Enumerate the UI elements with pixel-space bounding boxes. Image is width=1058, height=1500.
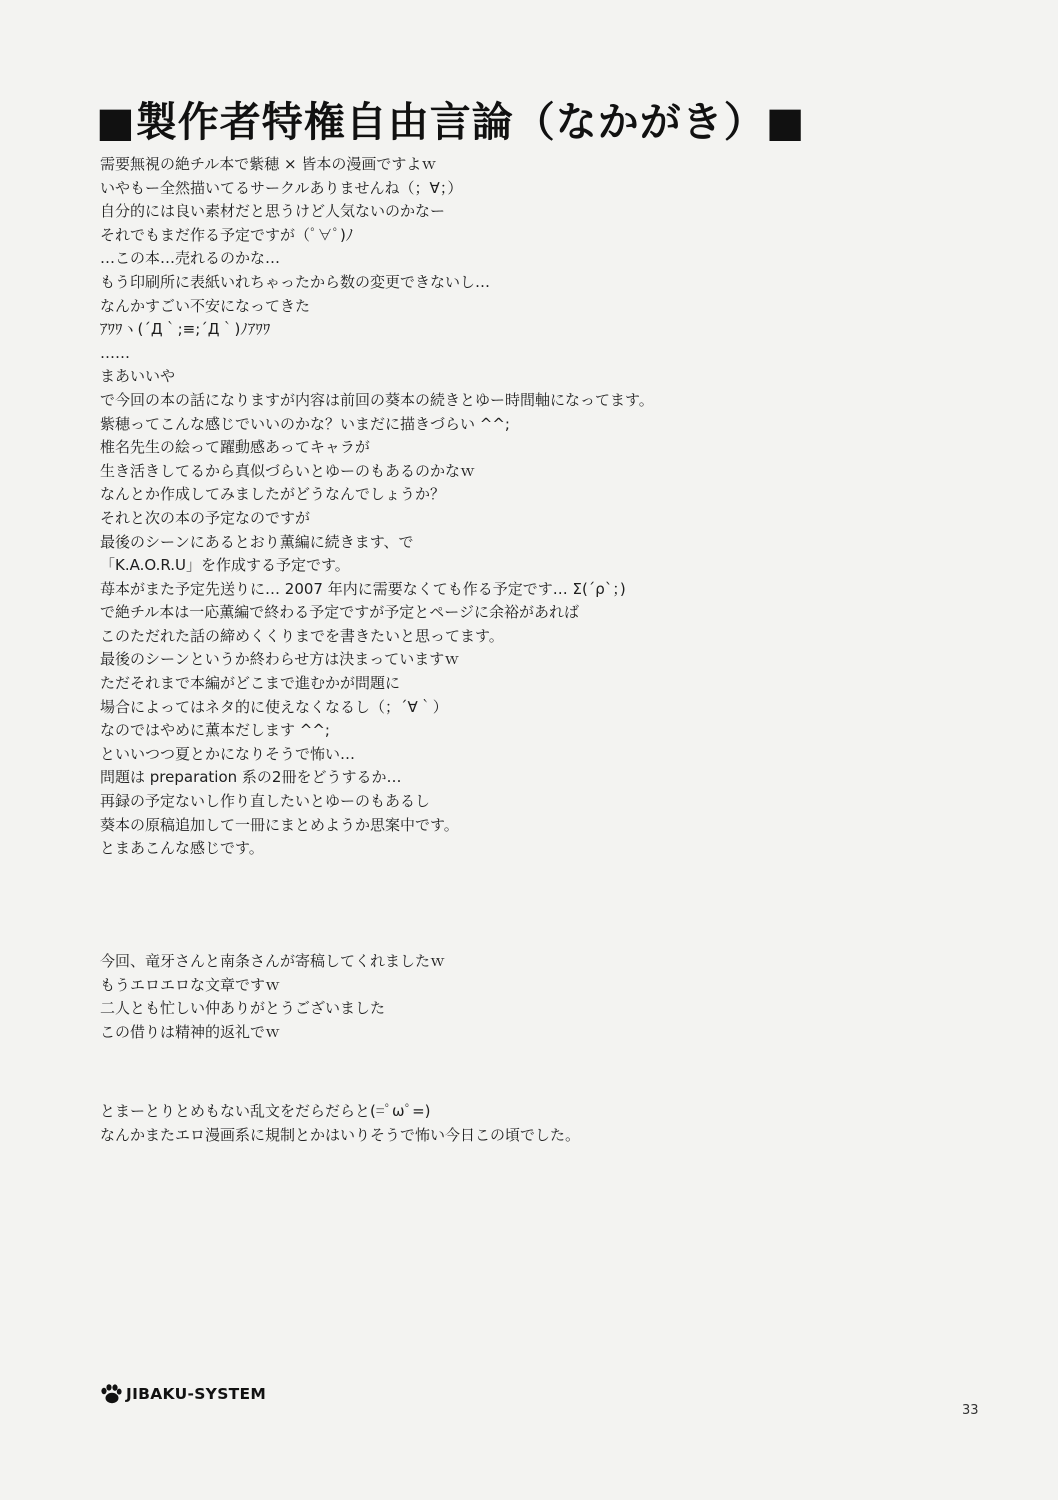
text-line: 苺本がまた予定先送りに… 2007 年内に需要なくても作る予定です… Σ(´ρ`；) [100,579,626,598]
page-title: ■製作者特権自由言論（なかがき）■ [96,98,806,146]
text-line: まあいいや [100,367,176,386]
text-line: で今回の本の話になりますが内容は前回の葵本の続きとゆー時間軸になってます。 [100,390,654,409]
text-line: とまあこんな感じです。 [100,839,264,858]
text-line: なんかまたエロ漫画系に規制とかはいりそうで怖い今日この頃でした。 [100,1125,581,1144]
text-line: なんかすごい不安になってきた [100,296,311,315]
text-line: 「K.A.O.R.U」を作成する予定です。 [100,556,350,575]
text-line: 自分的には良い素材だと思うけど人気ないのかなー [100,202,446,221]
text-line: なんとか作成してみましたがどうなんでしょうか？ [100,485,446,504]
text-line: とまーとりとめもない乱文をだらだらと(=ﾟωﾟ=) [100,1102,431,1120]
guest-contributors-text [100,950,1000,1044]
paw-icon [100,1384,122,1404]
text-line: 今回、竜牙さんと南条さんが寄稿してくれましたｗ [100,952,446,970]
text-line: 椎名先生の絵って躍動感あってキャラが [100,438,370,457]
text-line: この借りは精神的返礼でｗ [100,1022,281,1041]
text-line: で絶チル本は一応薫編で終わる予定ですが予定とページに余裕があれば [100,603,579,622]
text-line: 最後のシーンにあるとおり薫編に続きます、で [100,532,414,551]
text-line: …この本…売れるのかな… [100,249,281,268]
text-line: ただそれまで本編がどこまで進むかが問題に [100,674,401,693]
text-line: 葵本の原稿追加して一冊にまとめようか思案中です。 [100,815,459,834]
text-line: もうエロエロな文章ですｗ [100,975,281,994]
text-line: それでもまだ作る予定ですが（ﾟ∀ﾟ)ﾉ [100,225,354,244]
text-line: ｱﾜﾜヽ(´Д｀;≡;´Д｀)ﾉｱﾜﾜ [100,320,271,339]
circle-logo [100,1382,266,1406]
text-line: このただれた話の締めくくりまでを書きたいと思ってます。 [100,626,504,645]
logo-text: JIBAKU-SYSTEM [126,1385,267,1403]
afterword-main-text [100,153,1000,861]
closing-text [100,1100,1000,1147]
text-line: なのではやめに薫本だします ^^; [100,721,330,740]
text-line: 問題は preparation 系の2冊をどうするか… [100,768,402,787]
text-line: 生き活きしてるから真似づらいとゆーのもあるのかなｗ [100,461,476,480]
text-line: 紫穂ってこんな感じでいいのかな？いまだに描きづらい ^^; [100,414,510,433]
text-line: それと次の本の予定なのですが [100,508,311,527]
text-line: いやもー全然描いてるサークルありませんね（；∀；） [100,178,463,197]
text-line: …… [100,343,130,362]
text-line: 最後のシーンというか終わらせ方は決まっていますｗ [100,650,460,669]
page-number: 33 [962,1403,979,1418]
text-line: もう印刷所に表紙いれちゃったから数の変更できないし… [100,272,491,291]
text-line: 場合によってはネタ的に使えなくなるし（；´∀｀） [100,697,448,716]
text-line: 需要無視の絶チル本で紫穂 × 皆本の漫画ですよｗ [100,155,437,173]
text-line: 二人とも忙しい仲ありがとうございました [100,999,386,1018]
text-line: 再録の予定ないし作り直したいとゆーのもあるし [100,792,431,811]
text-line: といいつつ夏とかになりそうで怖い… [100,744,356,763]
